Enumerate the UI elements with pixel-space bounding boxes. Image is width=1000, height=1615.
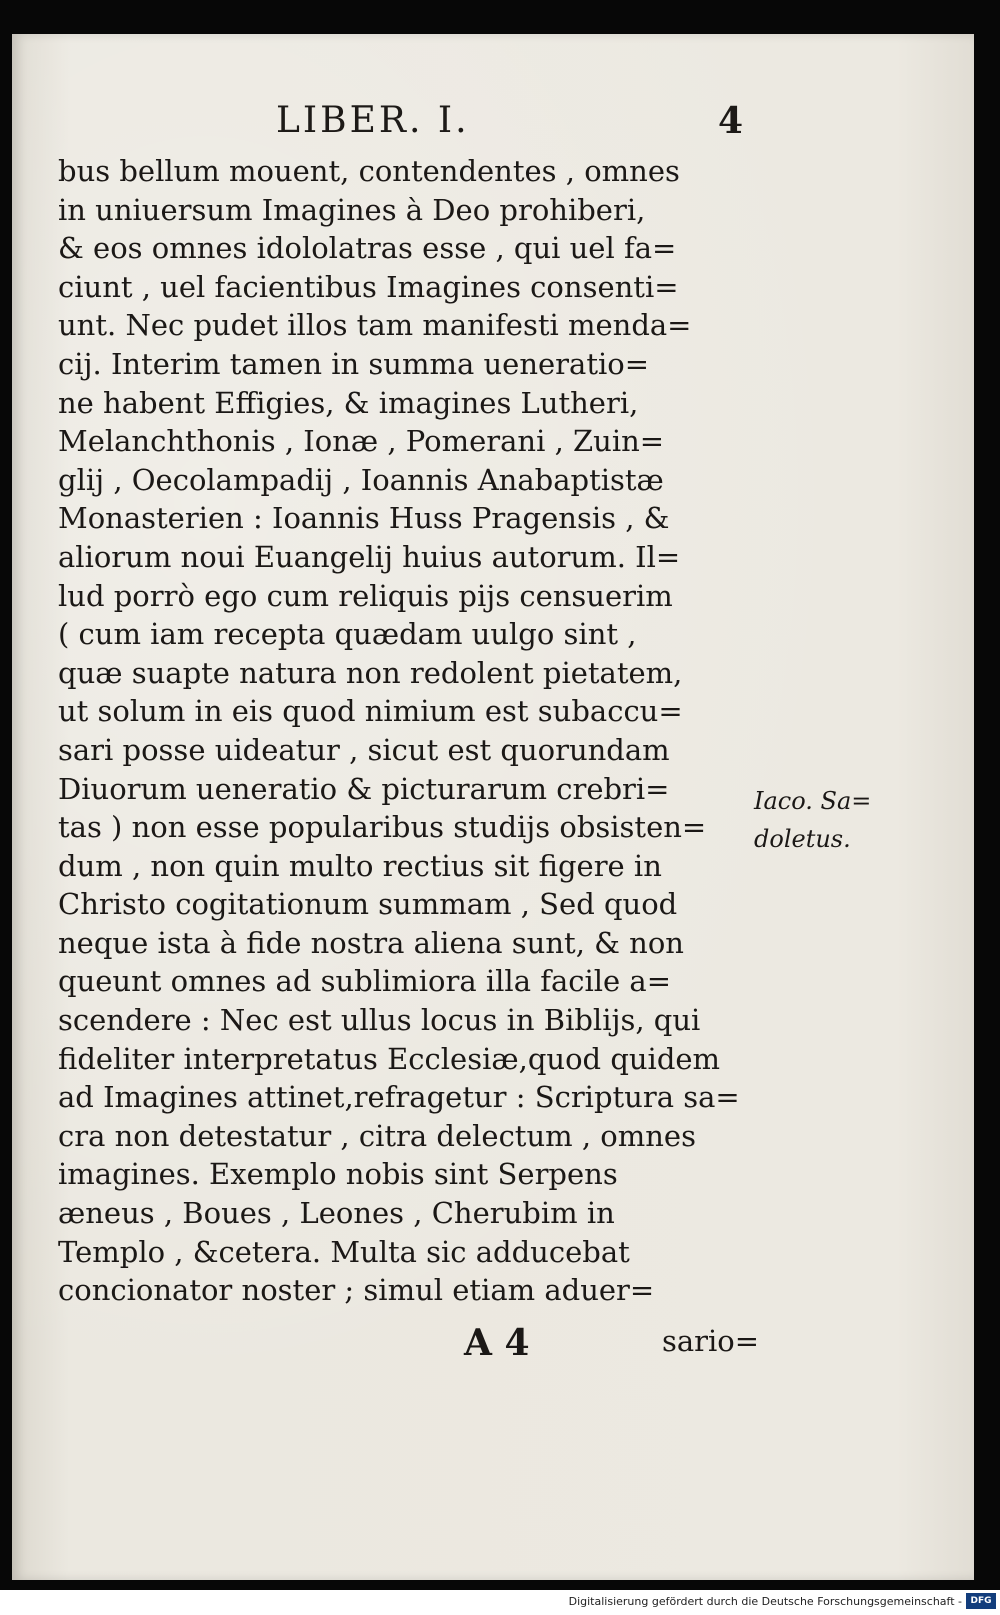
dfg-logo: DFG	[966, 1593, 996, 1609]
body-text	[58, 152, 758, 1310]
text-line: tas ) non esse popularibus studijs obsisten=	[58, 810, 707, 845]
book-page	[12, 34, 974, 1580]
text-line: ut solum in eis quod nimium est subaccu=	[58, 694, 683, 729]
text-line: sari posse uideatur , sicut est quorundam	[58, 732, 670, 767]
text-line: aliorum noui Euangelij huius autorum. Il=	[58, 539, 681, 574]
text-line: fideliter interpretatus Ecclesiæ,quod quidem	[58, 1041, 721, 1076]
text-line: cra non detestatur , citra delectum , omnes	[58, 1118, 696, 1153]
text-line: Templo , &cetera. Multa sic adducebat	[58, 1234, 630, 1269]
text-line: dum , non quin multo rectius sit figere in	[58, 848, 662, 883]
text-line: & eos omnes idololatras esse , qui uel fa=	[58, 231, 677, 266]
text-line: concionator noster ; simul etiam aduer=	[58, 1273, 655, 1308]
page-number: 4	[718, 100, 744, 142]
text-line: quæ suapte natura non redolent pietatem,	[58, 655, 683, 690]
text-line: Melanchthonis , Ionæ , Pomerani , Zuin=	[58, 424, 665, 459]
digitization-credit-bar	[0, 1590, 1000, 1615]
marginal-note	[754, 782, 871, 858]
text-line: Christo cogitationum summam , Sed quod	[58, 887, 678, 922]
text-line: unt. Nec pudet illos tam manifesti menda=	[58, 308, 692, 343]
text-line: ciunt , uel facientibus Imagines consenti=	[58, 269, 679, 304]
text-line: ad Imagines attinet,refragetur : Scriptura sa=	[58, 1080, 740, 1115]
text-line: cij. Interim tamen in summa ueneratio=	[58, 346, 650, 381]
catchword: sario=	[662, 1324, 760, 1358]
text-line: ne habent Effigies, & imagines Lutheri,	[58, 385, 639, 420]
marginal-note-line: doletus.	[754, 825, 851, 853]
text-line: ( cum iam recepta quædam uulgo sint ,	[58, 617, 637, 652]
running-header	[12, 100, 974, 150]
credit-text: Digitalisierung gefördert durch die Deutsche Forschungsgemeinschaft -	[568, 1595, 962, 1608]
running-title: LIBER. I.	[276, 100, 470, 141]
text-line: queunt omnes ad sublimiora illa facile a=	[58, 964, 671, 999]
text-line: glij , Oecolampadij , Ioannis Anabaptistæ	[58, 462, 664, 497]
text-line: æneus , Boues , Leones , Cherubim in	[58, 1196, 615, 1231]
marginal-note-line: Iaco. Sa=	[754, 787, 872, 815]
text-line: in uniuersum Imagines à Deo prohiberi,	[58, 192, 646, 227]
text-line: Diuorum ueneratio & picturarum crebri=	[58, 771, 670, 806]
text-line: neque ista à fide nostra aliena sunt, & non	[58, 925, 684, 960]
signature-mark: A 4	[464, 1322, 530, 1364]
text-line: Monasterien : Ioannis Huss Pragensis , &	[58, 501, 670, 536]
text-line: bus bellum mouent, contendentes , omnes	[58, 154, 680, 188]
text-line: lud porrò ego cum reliquis pijs censuerim	[58, 578, 673, 613]
text-line: imagines. Exemplo nobis sint Serpens	[58, 1157, 618, 1192]
text-line: scendere : Nec est ullus locus in Biblijs, qui	[58, 1003, 701, 1038]
